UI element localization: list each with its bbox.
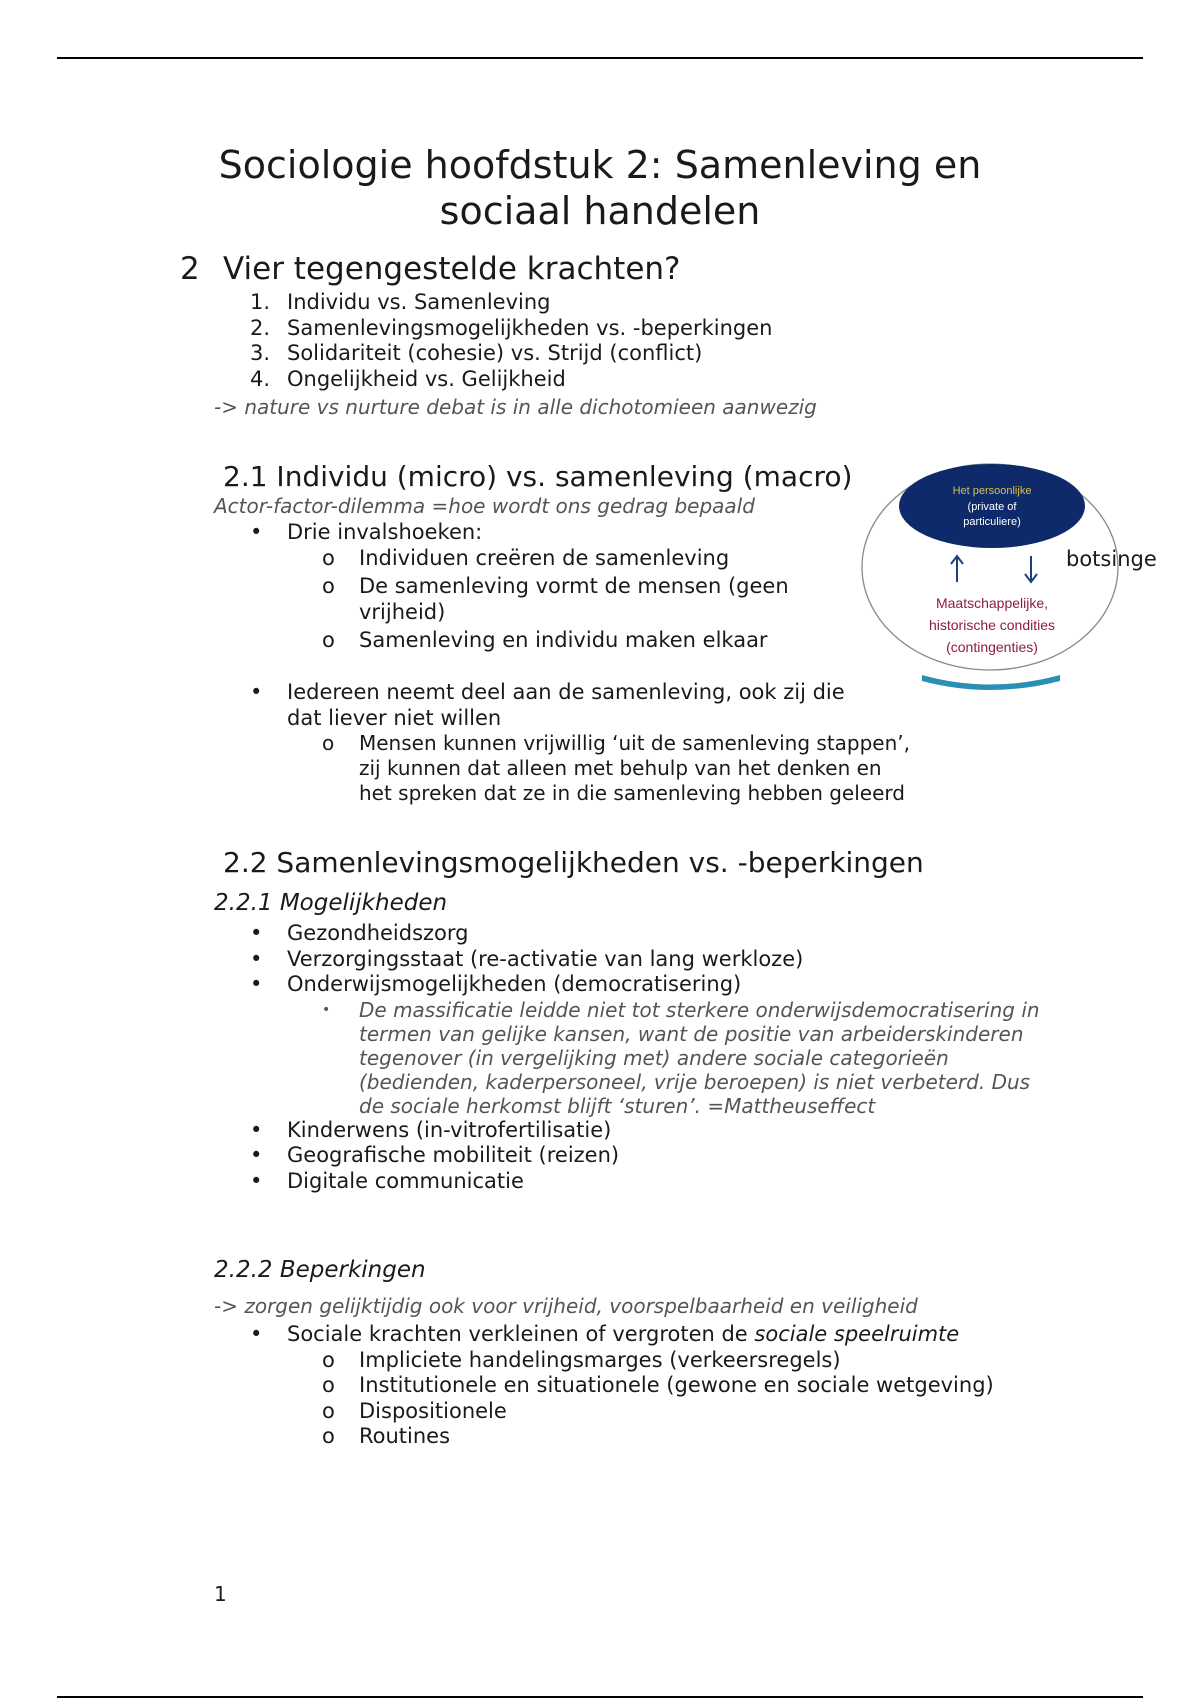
accent-arc — [922, 675, 1060, 690]
list-item: • Drie invalshoeken: — [250, 520, 830, 546]
section-2-1-heading: 2.1 Individu (micro) vs. samenleving (macro) — [223, 460, 853, 493]
list-item: • Geografische mobiliteit (reizen) — [250, 1143, 1080, 1169]
list-item: o Routines — [322, 1424, 1080, 1450]
section-2-1-body-2 — [250, 680, 910, 806]
forces-list — [250, 290, 772, 392]
list-item: o Institutionele en situationele (gewone en sociale wetgeving) — [322, 1373, 1080, 1399]
society-label-3: (contingenties) — [946, 639, 1038, 655]
list-item: • Digitale communicatie — [250, 1169, 1080, 1195]
section-2-1-body — [250, 520, 830, 654]
list-item: o De samenleving vormt de mensen (geen vrijheid) — [322, 574, 830, 625]
list-item: o Individuen creëren de samenleving — [322, 546, 830, 572]
bottom-rule — [57, 1696, 1143, 1698]
list-item: 4. Ongelijkheid vs. Gelijkheid — [250, 366, 566, 391]
page-number: 1 — [214, 1582, 227, 1606]
section-number: 2 — [180, 251, 200, 287]
list-item: • Gezondheidszorg — [250, 921, 1080, 947]
constraints-list — [250, 1322, 1080, 1450]
section-2-2-heading: 2.2 Samenlevingsmogelijkheden vs. -beperkingen — [223, 846, 924, 879]
section-2-note: -> nature vs nurture debat is in alle dichotomieen aanwezig — [214, 395, 817, 419]
section-2-1-subtitle: Actor-factor-dilemma =hoe wordt ons gedrag bepaald — [214, 494, 755, 518]
personal-label-2: (private of — [967, 501, 1017, 513]
section-2-heading — [180, 251, 681, 287]
list-item: • Iedereen neemt deel aan de samenleving, ook zij die dat liever niet willen — [250, 680, 847, 731]
society-label-1: Maatschappelijke, — [935, 595, 1049, 611]
list-item: • Kinderwens (in-vitrofertilisatie) — [250, 1118, 1080, 1144]
section-2-title: Vier tegengestelde krachten? — [223, 251, 681, 287]
section-2-2-2-heading: 2.2.2 Beperkingen — [214, 1257, 426, 1283]
personal-label-1: Het persoonlijke — [952, 485, 1032, 497]
list-item: o Dispositionele — [322, 1399, 1080, 1425]
section-2-2-1-heading: 2.2.1 Mogelijkheden — [214, 890, 448, 916]
list-item: • De massificatie leidde niet tot sterkere onderwijsdemocratisering in termen van gelijke kansen, want de positie van arbeiderskinderen tegenover (in vergelijking met) andere sociale categorieën (bedienden, kaderpersoneel, vrije beroepen) is niet verbeterd. Dus de sociale herkomst blijft ‘sturen’. =Mattheuseffect — [322, 998, 1059, 1118]
list-item: o Mensen kunnen vrijwillig ‘uit de samenleving stappen’, zij kunnen dat alleen met behulp van het denken en het spreken dat ze in die samenleving hebben geleerd — [322, 731, 910, 806]
list-item: • Onderwijsmogelijkheden (democratisering) — [250, 972, 1080, 998]
list-item: 1. Individu vs. Samenleving — [250, 290, 551, 314]
list-item: 3. Solidariteit (cohesie) vs. Strijd (conflict) — [250, 341, 703, 365]
list-item: • Sociale krachten verkleinen of vergroten de sociale speelruimte — [250, 1322, 1080, 1348]
top-rule — [57, 57, 1143, 59]
section-2-2-2-note: -> zorgen gelijktijdig ook voor vrijheid, voorspelbaarheid en veiligheid — [214, 1294, 918, 1318]
list-item: o Impliciete handelingsmarges (verkeersregels) — [322, 1348, 1080, 1374]
list-item: 2. Samenlevingsmogelijkheden vs. -beperkingen — [250, 315, 773, 340]
list-item: o Samenleving en individu maken elkaar — [322, 628, 830, 654]
document-title: Sociologie hoofdstuk 2: Samenleving en sociaal handelen — [218, 143, 982, 233]
personal-label-3: particuliere) — [963, 516, 1021, 528]
collision-label: botsinge — [1066, 547, 1157, 571]
possibilities-list — [250, 921, 1080, 1194]
society-label-2: historische condities — [928, 617, 1056, 633]
individual-society-diagram — [855, 462, 1165, 697]
list-item: • Verzorgingsstaat (re-activatie van lang werkloze) — [250, 947, 1080, 973]
